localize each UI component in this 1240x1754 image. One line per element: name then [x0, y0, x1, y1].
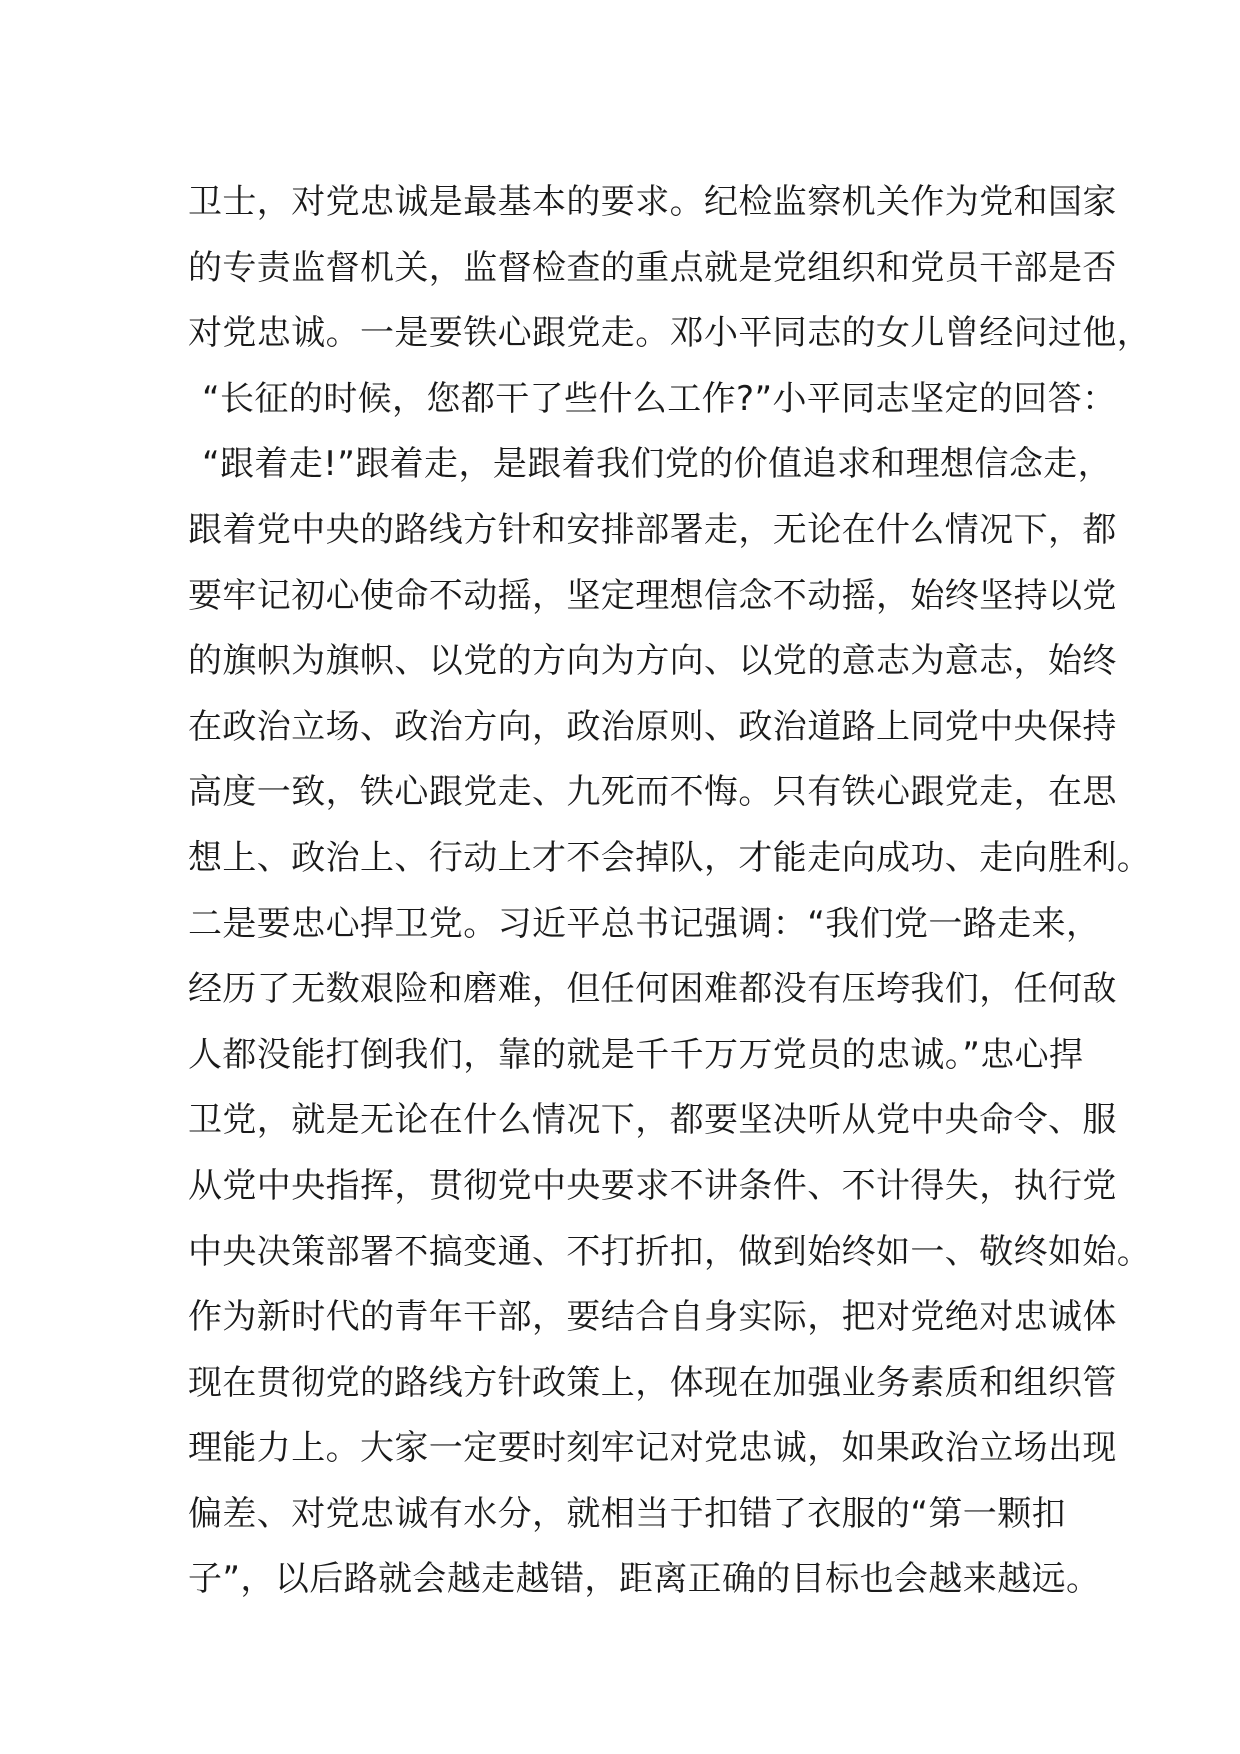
text-line: 现在贯彻党的路线方针政策上，体现在加强业务素质和组织管: [188, 1362, 1117, 1403]
text-line: “长征的时候，您都干了些什么工作?”小平同志坚定的回答：: [202, 378, 1117, 419]
text-line: 二是要忠心捍卫党。习近平总书记强调：“我们党一路走来，: [188, 903, 1101, 944]
text-line: 卫党，就是无论在什么情况下，都要坚决听从党中央命令、服: [188, 1100, 1117, 1141]
text-line: 高度一致，铁心跟党走、九死而不悔。只有铁心跟党走，在思: [188, 772, 1117, 813]
text-line: 中央决策部署不搞变通、不打折扣，做到始终如一、敬终如始。: [188, 1231, 1152, 1272]
text-line: 在政治立场、政治方向，政治原则、政治道路上同党中央保持: [188, 706, 1117, 747]
text-line: 卫士，对党忠诚是最基本的要求。纪检监察机关作为党和国家: [188, 182, 1117, 222]
text-line: 想上、政治上、行动上才不会掉队，才能走向成功、走向胜利。: [188, 837, 1152, 878]
body-text: [188, 170, 1152, 1613]
text-line: 要牢记初心使命不动摇，坚定理想信念不动摇，始终坚持以党: [188, 575, 1117, 616]
text-line: 偏差、对党忠诚有水分，就相当于扣错了衣服的“第一颗扣: [188, 1493, 1067, 1534]
text-line: 跟着党中央的路线方针和安排部署走，无论在什么情况下，都: [188, 509, 1117, 550]
text-line: 的旗帜为旗帜、以党的方向为方向、以党的意志为意志，始终: [188, 641, 1117, 682]
text-line: 人都没能打倒我们，靠的就是千千万万党员的忠诚。”忠心捍: [188, 1034, 1084, 1075]
text-line: 经历了无数艰险和磨难，但任何困难都没有压垮我们，任何敌: [188, 969, 1117, 1010]
text-line: “跟着走!”跟着走，是跟着我们党的价值追求和理想信念走，: [202, 444, 1113, 485]
text-line: 作为新时代的青年干部，要结合自身实际，把对党绝对忠诚体: [188, 1297, 1117, 1338]
text-line: 从党中央指挥，贯彻党中央要求不讲条件、不计得失，执行党: [188, 1165, 1117, 1206]
text-line: 的专责监督机关，监督检查的重点就是党组织和党员干部是否: [188, 247, 1117, 288]
text-line: 理能力上。大家一定要时刻牢记对党忠诚，如果政治立场出现: [188, 1428, 1117, 1469]
text-line: 对党忠诚。一是要铁心跟党走。邓小平同志的女儿曾经问过他，: [188, 313, 1152, 354]
text-line: 子”，以后路就会越走越错，距离正确的目标也会越来越远。: [188, 1559, 1101, 1600]
